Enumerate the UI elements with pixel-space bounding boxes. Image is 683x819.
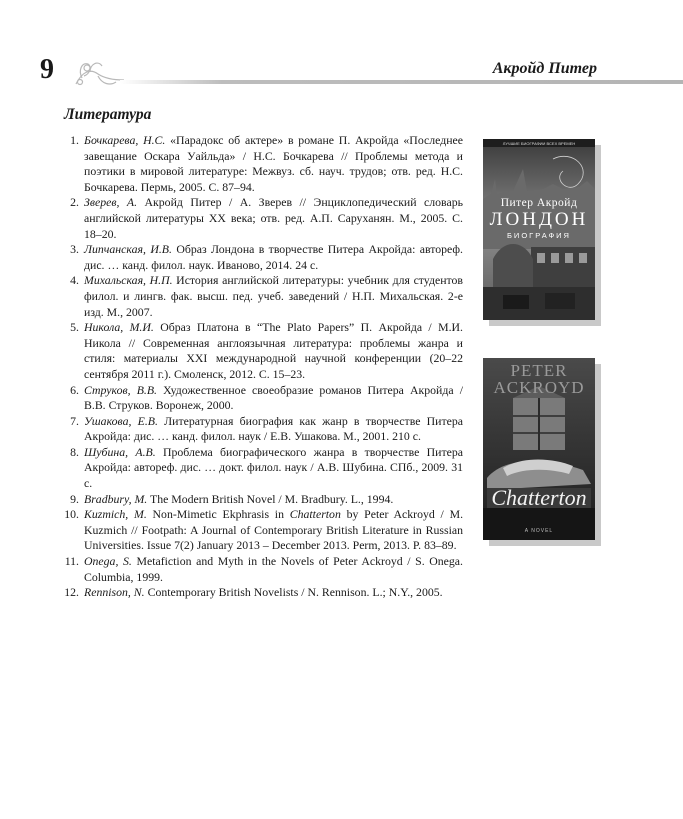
reference-number: 5. — [70, 320, 79, 335]
reference-author: Ушакова, Е.В. — [84, 413, 158, 428]
reference-number: 10. — [64, 507, 79, 522]
london-cover-author: Питер Акройд — [500, 197, 578, 209]
reference-number: 3. — [70, 242, 79, 257]
reference-item — [58, 445, 463, 492]
reference-item — [58, 195, 463, 242]
reference-list — [58, 133, 463, 601]
reference-number: 1. — [70, 133, 79, 147]
london-cover-title: ЛОНДОН — [489, 209, 589, 230]
reference-text: Contemporary British Novelists / N. Rennison. L.; N.Y., 2005. — [144, 585, 443, 600]
reference-author: Зверев, А. — [84, 195, 138, 210]
reference-author: Никола, М.И. — [84, 320, 154, 335]
reference-number: 8. — [70, 444, 79, 459]
reference-text: «Парадокс об актере» в романе П. Акройда «Последнее завещание Оскара Уайльда» / Н.С. Бочкарева // Проблемы метода и поэтики в мировой литературе: Межвуз. сб. науч. трудов; отв. ред. Н.С. Бочкарева. Пермь, 2005. С. 87–94. — [84, 133, 464, 194]
chatterton-cover-author-first: PETER — [510, 361, 568, 380]
reference-text: Проблема биографического жанра в творчестве Питера Акройда: автореф. дис. … докт. филол. наук / А.В. Шубина. СПб., 2009. 31 с. — [84, 444, 463, 491]
reference-number: 6. — [70, 382, 79, 397]
chatterton-cover-title: Chatterton — [491, 485, 587, 510]
london-cover-subtitle: БИОГРАФИЯ — [507, 231, 571, 240]
reference-item — [58, 414, 463, 445]
reference-text: Образ Платона в “The Plato Papers” П. Акройда / М.И. Никола // Современная англоязычная литература: проблемы жанра и стиля: материалы XXI международной научной конференции (20–22 сентября 2011 г.). Смоленск, 2012. С. 15–23. — [84, 320, 463, 381]
chatterton-book-cover — [483, 358, 595, 540]
reference-author: Бочкарева, Н.С. — [84, 133, 166, 147]
reference-text: Образ Лондона в творчестве Питера Акройда: автореф. дис. … канд. филол. наук. Иваново, 2014. 24 с. — [84, 242, 464, 272]
reference-item — [58, 492, 463, 508]
section-title: Литература — [64, 106, 152, 123]
header-rule — [120, 80, 683, 84]
reference-text: История английской литературы: учебник для студентов филол. и лингв. фак. высш. пед. учеб. заведений / Н.П. Михальская. 2-е изд. М., 2007. — [84, 273, 463, 319]
reference-item — [58, 320, 463, 382]
reference-text: by Peter Ackroyd / M. Kuzmich // Footpath: A Journal of Contemporary British Literature in Russian Universities. Issue 7(2) January 2013 – December 2013. Perm, 2013. P. 83–89. — [84, 507, 464, 553]
reference-author: Onega, S. — [84, 554, 132, 569]
chatterton-cover-footer: A NOVEL — [524, 528, 554, 534]
reference-text: Художественное своеобразие романов Питера Акройда / В.В. Струков. Воронеж, 2000. — [84, 382, 463, 413]
reference-author: Rennison, N. — [84, 585, 145, 600]
reference-item — [58, 554, 463, 585]
reference-italic-title: Chatterton — [289, 507, 341, 522]
reference-text: Акройд Питер / А. Зверев // Энциклопедический словарь английской литературы XX века; отв. ред. А.П. Саруханян. М., 2005. С. 18–20. — [84, 195, 463, 241]
reference-number: 12. — [64, 585, 79, 600]
reference-text: The Modern British Novel / M. Bradbury. L., 1994. — [147, 491, 394, 506]
reference-number: 7. — [70, 413, 79, 428]
london-cover-series: ЛУЧШИЕ БИОГРАФИИ ВСЕХ ВРЕМЕН — [502, 141, 576, 146]
reference-text: Литературная биография как жанр в творчестве Питера Акройда: дис. … канд. филол. наук / Е.В. Ушакова. М., 2001. 210 с. — [84, 413, 463, 444]
reference-text: Metafiction and Myth in the Novels of Peter Ackroyd / S. Onega. Columbia, 1999. — [84, 554, 463, 584]
london-book-cover — [483, 139, 595, 320]
reference-author: Шубина, А.В. — [84, 444, 156, 459]
reference-author: Михальская, Н.П. — [84, 273, 173, 288]
reference-item — [58, 273, 463, 320]
reference-item — [58, 507, 463, 554]
page-number: 9 — [40, 54, 54, 85]
reference-item — [58, 133, 463, 195]
reference-number: 11. — [64, 554, 79, 569]
reference-author: Липчанская, И.В. — [84, 242, 172, 257]
reference-author: Kuzmich, M. — [84, 507, 147, 522]
reference-item — [58, 585, 463, 601]
reference-number: 9. — [70, 491, 79, 506]
chatterton-cover-author — [483, 362, 595, 396]
reference-number: 4. — [70, 273, 79, 288]
reference-author: Bradbury, M. — [84, 491, 148, 506]
reference-item — [58, 242, 463, 273]
page-header — [0, 0, 683, 100]
reference-text: Non-Mimetic Ekphrasis in — [146, 507, 290, 522]
reference-item — [58, 383, 463, 414]
reference-author: Струков, В.В. — [84, 382, 158, 397]
running-title: Акройд Питер — [492, 60, 597, 77]
chatterton-cover-author-last: ACKROYD — [493, 378, 585, 397]
floral-ornament-icon — [68, 54, 128, 94]
reference-number: 2. — [70, 195, 79, 210]
